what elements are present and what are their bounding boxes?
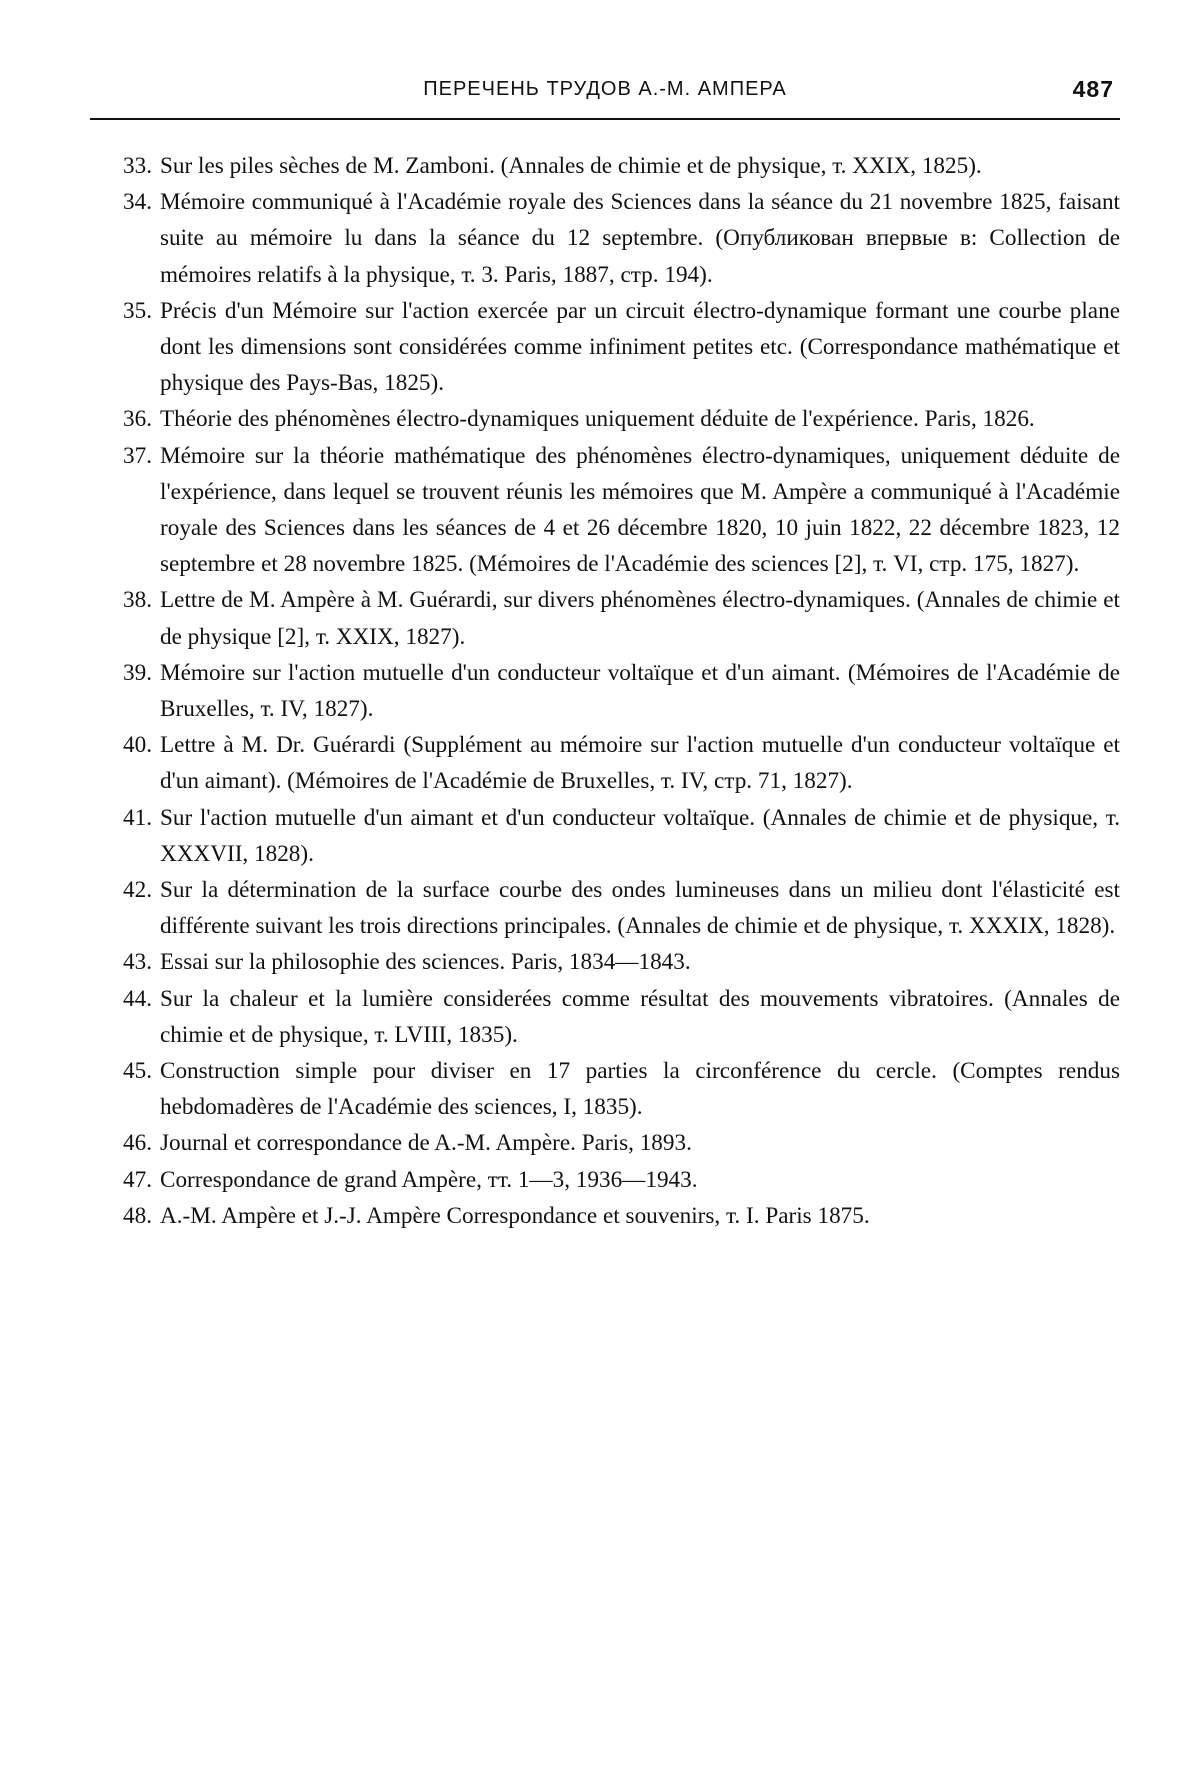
bibliography-entry: [90, 727, 1120, 799]
bibliography-entry: [90, 1198, 1120, 1234]
bibliography-entry: [90, 944, 1120, 980]
entry-number: 37.: [123, 442, 152, 469]
entry-text: Sur la chaleur et la lumière considerées comme résultat des mouvements vibratoires. (Annales de chimie et de physique, т. LVIII, 1835).: [160, 985, 1120, 1048]
entry-text: Sur l'action mutuelle d'un aimant et d'un conducteur voltaïque. (Annales de chimie et de physique, т. XXXVII, 1828).: [160, 804, 1120, 867]
entry-text: Mémoire sur la théorie mathématique des phénomènes électro-dynamiques, uniquement déduite de l'expérience, dans lequel se trouvent réunis les mémoires que M. Ampère a communiqué à l'Académie royale des Sciences dans les séances de 4 et 26 décembre 1820, 10 juin 1822, 22 décembre 1823, 12 septembre et 28 novembre 1825. (Mémoires de l'Académie des sciences [2], т. VI, стр. 175, 1827).: [160, 442, 1120, 578]
entry-text: Essai sur la philosophie des sciences. Paris, 1834—1843.: [160, 949, 691, 976]
bibliography-entry: [90, 293, 1120, 402]
bibliography-entry: [90, 582, 1120, 654]
entry-text: Correspondance de grand Ampère, тт. 1—3, 1936—1943.: [160, 1166, 698, 1193]
entry-number: 40.: [123, 732, 152, 759]
entry-text: Mémoire communiqué à l'Académie royale des Sciences dans la séance du 21 novembre 1825, faisant suite au mémoire lu dans la séance du 12 septembre. (Опубликован впервые в: Collection de mémoires relatifs à la physique, т. 3. Paris, 1887, стр. 194).: [160, 189, 1120, 288]
entry-text: Journal et correspondance de A.-M. Ampère. Paris, 1893.: [160, 1130, 692, 1157]
entry-number: 45.: [123, 1058, 152, 1085]
entry-text: A.-M. Ampère et J.-J. Ampère Correspondance et souvenirs, т. I. Paris 1875.: [160, 1202, 870, 1229]
entry-number: 35.: [123, 297, 152, 324]
entry-text: Précis d'un Mémoire sur l'action exercée par un circuit électro-dynamique formant une courbe plane dont les dimensions sont considérées comme infiniment petites etc. (Correspondance mathématique et physique des Pays-Bas, 1825).: [160, 297, 1120, 397]
entry-number: 39.: [123, 659, 152, 686]
bibliography-entry: [90, 800, 1120, 872]
entry-number: 38.: [123, 587, 152, 614]
entry-text: Lettre à M. Dr. Guérardi (Supplément au mémoire sur l'action mutuelle d'un conducteur voltaïque et d'un aimant). (Mémoires de l'Académie de Bruxelles, т. IV, стр. 71, 1827).: [160, 732, 1120, 795]
entry-number: 47.: [123, 1166, 152, 1193]
entry-number: 44.: [123, 985, 152, 1012]
bibliography-entry: [90, 184, 1120, 293]
entry-text: Mémoire sur l'action mutuelle d'un conducteur voltaïque et d'un aimant. (Mémoires de l'Académie de Bruxelles, т. IV, 1827).: [160, 659, 1120, 723]
bibliography-entry: [90, 981, 1120, 1053]
running-title: ПЕРЕЧЕНЬ ТРУДОВ А.-М. АМПЕРА: [423, 78, 787, 100]
bibliography-entry: [90, 1162, 1120, 1198]
entry-number: 48.: [123, 1202, 152, 1229]
entry-text: Sur la détermination de la surface courbe des ondes lumineuses dans un milieu dont l'élasticité est différente suivant les trois directions principales. (Annales de chimie et de physique, т. XXXIX, 1828).: [160, 877, 1120, 940]
bibliography-entry: [90, 655, 1120, 727]
page-number: 487: [1072, 76, 1114, 102]
entry-text: Théorie des phénomènes électro-dynamiques uniquement déduite de l'expérience. Paris, 1826.: [160, 406, 1035, 433]
running-header: [90, 70, 1120, 110]
entry-text: Sur les piles sèches de M. Zamboni. (Annales de chimie et de physique, т. XXIX, 1825).: [160, 153, 982, 179]
entry-number: 33.: [123, 153, 152, 179]
bibliography-entry: [90, 1053, 1120, 1125]
entry-number: 43.: [123, 949, 152, 976]
header-rule: [90, 118, 1120, 120]
entry-number: 41.: [123, 804, 152, 831]
entry-number: 42.: [123, 877, 152, 904]
bibliography-entry: [90, 872, 1120, 944]
bibliography-list: [90, 148, 1120, 1234]
entry-text: Lettre de M. Ampère à M. Guérardi, sur divers phénomènes électro-dynamiques. (Annales de chimie et de physique [2], т. XXIX, 1827).: [160, 587, 1120, 650]
bibliography-entry: [90, 148, 1120, 184]
bibliography-entry: [90, 438, 1120, 583]
entry-number: 36.: [123, 406, 152, 433]
entry-text: Construction simple pour diviser en 17 parties la circonférence du cercle. (Comptes rendus hebdomadères de l'Académie des sciences, I, 1835).: [160, 1058, 1120, 1121]
entry-number: 34.: [123, 189, 152, 216]
bibliography-entry: [90, 1125, 1120, 1161]
bibliography-entry: [90, 401, 1120, 437]
book-page: [90, 70, 1120, 1710]
entry-number: 46.: [123, 1130, 152, 1157]
